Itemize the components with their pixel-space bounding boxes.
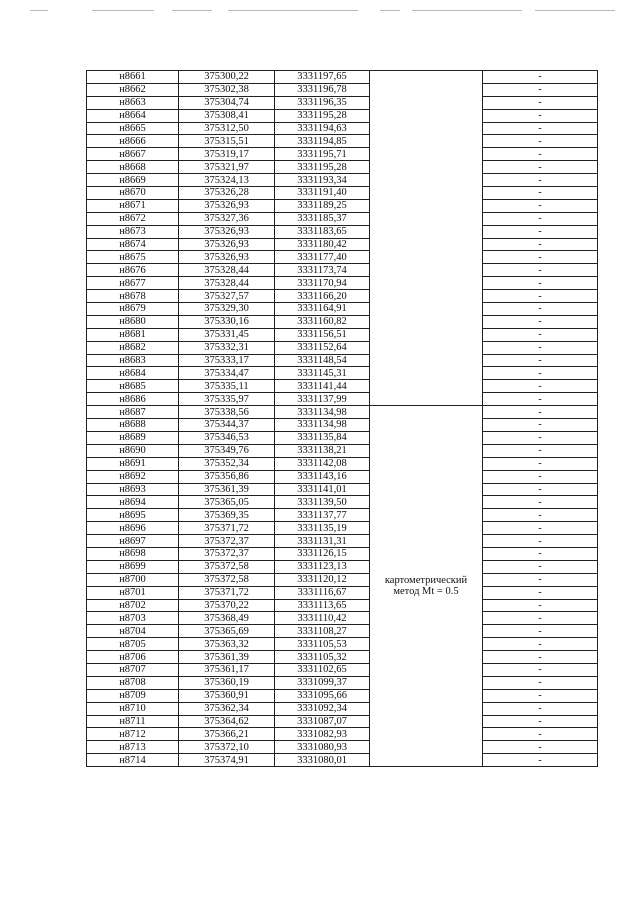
table-row <box>87 728 598 741</box>
table-row <box>87 754 598 767</box>
scan-header-line <box>380 10 400 11</box>
x-coordinate-cell: 375372,10 <box>179 741 275 754</box>
table-row <box>87 290 598 303</box>
x-coordinate-cell: 375364,62 <box>179 715 275 728</box>
x-coordinate-cell: 375361,17 <box>179 663 275 676</box>
table-row <box>87 651 598 664</box>
note-cell: - <box>483 715 598 728</box>
point-id-cell: н8707 <box>87 663 179 676</box>
y-coordinate-cell: 3331137,99 <box>275 393 370 406</box>
x-coordinate-cell: 375328,44 <box>179 277 275 290</box>
y-coordinate-cell: 3331123,13 <box>275 560 370 573</box>
y-coordinate-cell: 3331193,34 <box>275 174 370 187</box>
x-coordinate-cell: 375331,45 <box>179 328 275 341</box>
note-cell: - <box>483 290 598 303</box>
y-coordinate-cell: 3331189,25 <box>275 199 370 212</box>
table-row <box>87 470 598 483</box>
note-cell: - <box>483 161 598 174</box>
note-cell: - <box>483 238 598 251</box>
table-row <box>87 135 598 148</box>
note-cell: - <box>483 586 598 599</box>
note-cell: - <box>483 187 598 200</box>
point-id-cell: н8710 <box>87 702 179 715</box>
y-coordinate-cell: 3331141,01 <box>275 483 370 496</box>
note-cell: - <box>483 560 598 573</box>
note-cell: - <box>483 367 598 380</box>
scan-header-line <box>172 10 212 11</box>
note-cell: - <box>483 522 598 535</box>
point-id-cell: н8700 <box>87 573 179 586</box>
note-cell: - <box>483 444 598 457</box>
table-row <box>87 586 598 599</box>
x-coordinate-cell: 375329,30 <box>179 303 275 316</box>
point-id-cell: н8662 <box>87 83 179 96</box>
x-coordinate-cell: 375315,51 <box>179 135 275 148</box>
y-coordinate-cell: 3331139,50 <box>275 496 370 509</box>
note-cell: - <box>483 702 598 715</box>
table-row <box>87 406 598 419</box>
point-id-cell: н8682 <box>87 341 179 354</box>
table-row <box>87 71 598 84</box>
table-row <box>87 251 598 264</box>
note-cell: - <box>483 625 598 638</box>
scan-header-line <box>535 10 615 11</box>
scan-header-line <box>92 10 154 11</box>
table-row <box>87 83 598 96</box>
table-row <box>87 483 598 496</box>
x-coordinate-cell: 375326,93 <box>179 225 275 238</box>
x-coordinate-cell: 375326,28 <box>179 187 275 200</box>
y-coordinate-cell: 3331197,65 <box>275 71 370 84</box>
y-coordinate-cell: 3331135,84 <box>275 431 370 444</box>
note-cell: - <box>483 135 598 148</box>
note-cell: - <box>483 547 598 560</box>
x-coordinate-cell: 375328,44 <box>179 264 275 277</box>
point-id-cell: н8692 <box>87 470 179 483</box>
point-id-cell: н8665 <box>87 122 179 135</box>
table-row <box>87 328 598 341</box>
table-row <box>87 741 598 754</box>
point-id-cell: н8714 <box>87 754 179 767</box>
note-cell: - <box>483 109 598 122</box>
x-coordinate-cell: 375330,16 <box>179 315 275 328</box>
table-row <box>87 380 598 393</box>
point-id-cell: н8695 <box>87 509 179 522</box>
x-coordinate-cell: 375372,58 <box>179 560 275 573</box>
y-coordinate-cell: 3331164,91 <box>275 303 370 316</box>
note-cell: - <box>483 612 598 625</box>
point-id-cell: н8693 <box>87 483 179 496</box>
x-coordinate-cell: 375349,76 <box>179 444 275 457</box>
x-coordinate-cell: 375365,05 <box>179 496 275 509</box>
point-id-cell: н8696 <box>87 522 179 535</box>
note-cell: - <box>483 212 598 225</box>
x-coordinate-cell: 375371,72 <box>179 586 275 599</box>
point-id-cell: н8679 <box>87 303 179 316</box>
x-coordinate-cell: 375369,35 <box>179 509 275 522</box>
x-coordinate-cell: 375302,38 <box>179 83 275 96</box>
note-cell: - <box>483 393 598 406</box>
note-cell: - <box>483 315 598 328</box>
y-coordinate-cell: 3331092,34 <box>275 702 370 715</box>
note-cell: - <box>483 457 598 470</box>
table-row <box>87 496 598 509</box>
y-coordinate-cell: 3331080,93 <box>275 741 370 754</box>
point-id-cell: н8663 <box>87 96 179 109</box>
x-coordinate-cell: 375312,50 <box>179 122 275 135</box>
y-coordinate-cell: 3331134,98 <box>275 406 370 419</box>
note-cell: - <box>483 676 598 689</box>
point-id-cell: н8683 <box>87 354 179 367</box>
x-coordinate-cell: 375363,32 <box>179 638 275 651</box>
x-coordinate-cell: 375372,37 <box>179 535 275 548</box>
note-cell: - <box>483 96 598 109</box>
note-cell: - <box>483 341 598 354</box>
y-coordinate-cell: 3331138,21 <box>275 444 370 457</box>
table-row <box>87 148 598 161</box>
point-id-cell: н8694 <box>87 496 179 509</box>
table-row <box>87 689 598 702</box>
x-coordinate-cell: 375334,47 <box>179 367 275 380</box>
y-coordinate-cell: 3331183,65 <box>275 225 370 238</box>
note-cell: - <box>483 380 598 393</box>
method-cell <box>370 71 483 406</box>
note-cell: - <box>483 419 598 432</box>
y-coordinate-cell: 3331156,51 <box>275 328 370 341</box>
table-row <box>87 560 598 573</box>
y-coordinate-cell: 3331137,77 <box>275 509 370 522</box>
x-coordinate-cell: 375324,13 <box>179 174 275 187</box>
table-row <box>87 444 598 457</box>
x-coordinate-cell: 375304,74 <box>179 96 275 109</box>
table-row <box>87 431 598 444</box>
y-coordinate-cell: 3331195,28 <box>275 161 370 174</box>
table-row <box>87 109 598 122</box>
note-cell: - <box>483 651 598 664</box>
table-row <box>87 457 598 470</box>
point-id-cell: н8674 <box>87 238 179 251</box>
point-id-cell: н8670 <box>87 187 179 200</box>
note-cell: - <box>483 483 598 496</box>
y-coordinate-cell: 3331185,37 <box>275 212 370 225</box>
table-row <box>87 174 598 187</box>
note-cell: - <box>483 303 598 316</box>
note-cell: - <box>483 251 598 264</box>
y-coordinate-cell: 3331087,07 <box>275 715 370 728</box>
x-coordinate-cell: 375370,22 <box>179 599 275 612</box>
x-coordinate-cell: 375344,37 <box>179 419 275 432</box>
point-id-cell: н8708 <box>87 676 179 689</box>
x-coordinate-cell: 375326,93 <box>179 251 275 264</box>
y-coordinate-cell: 3331191,40 <box>275 187 370 200</box>
point-id-cell: н8705 <box>87 638 179 651</box>
table-row <box>87 264 598 277</box>
y-coordinate-cell: 3331166,20 <box>275 290 370 303</box>
point-id-cell: н8701 <box>87 586 179 599</box>
point-id-cell: н8666 <box>87 135 179 148</box>
table-row <box>87 367 598 380</box>
y-coordinate-cell: 3331143,16 <box>275 470 370 483</box>
x-coordinate-cell: 375371,72 <box>179 522 275 535</box>
y-coordinate-cell: 3331116,67 <box>275 586 370 599</box>
table-row <box>87 354 598 367</box>
x-coordinate-cell: 375368,49 <box>179 612 275 625</box>
x-coordinate-cell: 375327,57 <box>179 290 275 303</box>
x-coordinate-cell: 375300,22 <box>179 71 275 84</box>
y-coordinate-cell: 3331195,71 <box>275 148 370 161</box>
point-id-cell: н8713 <box>87 741 179 754</box>
x-coordinate-cell: 375361,39 <box>179 483 275 496</box>
x-coordinate-cell: 375360,19 <box>179 676 275 689</box>
point-id-cell: н8699 <box>87 560 179 573</box>
point-id-cell: н8676 <box>87 264 179 277</box>
table-row <box>87 535 598 548</box>
x-coordinate-cell: 375352,34 <box>179 457 275 470</box>
table-row <box>87 341 598 354</box>
y-coordinate-cell: 3331194,63 <box>275 122 370 135</box>
note-cell: - <box>483 328 598 341</box>
x-coordinate-cell: 375361,39 <box>179 651 275 664</box>
note-cell: - <box>483 599 598 612</box>
y-coordinate-cell: 3331170,94 <box>275 277 370 290</box>
x-coordinate-cell: 375372,37 <box>179 547 275 560</box>
x-coordinate-cell: 375356,86 <box>179 470 275 483</box>
x-coordinate-cell: 375333,17 <box>179 354 275 367</box>
x-coordinate-cell: 375321,97 <box>179 161 275 174</box>
point-id-cell: н8689 <box>87 431 179 444</box>
y-coordinate-cell: 3331108,27 <box>275 625 370 638</box>
point-id-cell: н8669 <box>87 174 179 187</box>
table-row <box>87 187 598 200</box>
point-id-cell: н8703 <box>87 612 179 625</box>
note-cell: - <box>483 277 598 290</box>
table-row <box>87 663 598 676</box>
table-row <box>87 702 598 715</box>
x-coordinate-cell: 375360,91 <box>179 689 275 702</box>
table-row <box>87 303 598 316</box>
y-coordinate-cell: 3331102,65 <box>275 663 370 676</box>
table-row <box>87 315 598 328</box>
x-coordinate-cell: 375372,58 <box>179 573 275 586</box>
y-coordinate-cell: 3331177,40 <box>275 251 370 264</box>
x-coordinate-cell: 375335,11 <box>179 380 275 393</box>
note-cell: - <box>483 496 598 509</box>
point-id-cell: н8681 <box>87 328 179 341</box>
table-row <box>87 573 598 586</box>
y-coordinate-cell: 3331095,66 <box>275 689 370 702</box>
note-cell: - <box>483 83 598 96</box>
note-cell: - <box>483 225 598 238</box>
x-coordinate-cell: 375346,53 <box>179 431 275 444</box>
coordinates-table-body <box>87 71 598 767</box>
y-coordinate-cell: 3331134,98 <box>275 419 370 432</box>
point-id-cell: н8668 <box>87 161 179 174</box>
note-cell: - <box>483 535 598 548</box>
table-row <box>87 277 598 290</box>
x-coordinate-cell: 375326,93 <box>179 199 275 212</box>
note-cell: - <box>483 663 598 676</box>
point-id-cell: н8684 <box>87 367 179 380</box>
point-id-cell: н8677 <box>87 277 179 290</box>
point-id-cell: н8688 <box>87 419 179 432</box>
table-row <box>87 676 598 689</box>
method-text-line: картометрический <box>384 575 468 587</box>
point-id-cell: н8698 <box>87 547 179 560</box>
note-cell: - <box>483 174 598 187</box>
table-row <box>87 715 598 728</box>
y-coordinate-cell: 3331110,42 <box>275 612 370 625</box>
y-coordinate-cell: 3331126,15 <box>275 547 370 560</box>
x-coordinate-cell: 375335,97 <box>179 393 275 406</box>
scan-header-line <box>228 10 358 11</box>
y-coordinate-cell: 3331173,74 <box>275 264 370 277</box>
point-id-cell: н8687 <box>87 406 179 419</box>
y-coordinate-cell: 3331105,32 <box>275 651 370 664</box>
table-row <box>87 393 598 406</box>
x-coordinate-cell: 375319,17 <box>179 148 275 161</box>
point-id-cell: н8702 <box>87 599 179 612</box>
table-row <box>87 238 598 251</box>
point-id-cell: н8709 <box>87 689 179 702</box>
x-coordinate-cell: 375366,21 <box>179 728 275 741</box>
y-coordinate-cell: 3331120,12 <box>275 573 370 586</box>
point-id-cell: н8661 <box>87 71 179 84</box>
point-id-cell: н8712 <box>87 728 179 741</box>
note-cell: - <box>483 354 598 367</box>
y-coordinate-cell: 3331080,01 <box>275 754 370 767</box>
x-coordinate-cell: 375308,41 <box>179 109 275 122</box>
note-cell: - <box>483 754 598 767</box>
point-id-cell: н8690 <box>87 444 179 457</box>
y-coordinate-cell: 3331194,85 <box>275 135 370 148</box>
table-row <box>87 161 598 174</box>
y-coordinate-cell: 3331099,37 <box>275 676 370 689</box>
point-id-cell: н8664 <box>87 109 179 122</box>
point-id-cell: н8667 <box>87 148 179 161</box>
note-cell: - <box>483 638 598 651</box>
table-row <box>87 625 598 638</box>
point-id-cell: н8706 <box>87 651 179 664</box>
note-cell: - <box>483 264 598 277</box>
y-coordinate-cell: 3331082,93 <box>275 728 370 741</box>
note-cell: - <box>483 689 598 702</box>
table-row <box>87 612 598 625</box>
x-coordinate-cell: 375327,36 <box>179 212 275 225</box>
x-coordinate-cell: 375338,56 <box>179 406 275 419</box>
table-row <box>87 419 598 432</box>
point-id-cell: н8704 <box>87 625 179 638</box>
note-cell: - <box>483 199 598 212</box>
note-cell: - <box>483 431 598 444</box>
y-coordinate-cell: 3331196,78 <box>275 83 370 96</box>
x-coordinate-cell: 375326,93 <box>179 238 275 251</box>
table-row <box>87 96 598 109</box>
note-cell: - <box>483 509 598 522</box>
table-row <box>87 122 598 135</box>
note-cell: - <box>483 122 598 135</box>
note-cell: - <box>483 728 598 741</box>
point-id-cell: н8711 <box>87 715 179 728</box>
method-cell <box>370 406 483 767</box>
y-coordinate-cell: 3331105,53 <box>275 638 370 651</box>
x-coordinate-cell: 375332,31 <box>179 341 275 354</box>
point-id-cell: н8672 <box>87 212 179 225</box>
point-id-cell: н8675 <box>87 251 179 264</box>
y-coordinate-cell: 3331142,08 <box>275 457 370 470</box>
table-row <box>87 522 598 535</box>
point-id-cell: н8671 <box>87 199 179 212</box>
table-row <box>87 509 598 522</box>
note-cell: - <box>483 573 598 586</box>
note-cell: - <box>483 470 598 483</box>
table-row <box>87 599 598 612</box>
note-cell: - <box>483 406 598 419</box>
y-coordinate-cell: 3331141,44 <box>275 380 370 393</box>
scan-header-line <box>30 10 48 11</box>
point-id-cell: н8680 <box>87 315 179 328</box>
table-row <box>87 225 598 238</box>
method-text-line: метод Mt = 0.5 <box>393 586 459 598</box>
table-row <box>87 638 598 651</box>
y-coordinate-cell: 3331152,64 <box>275 341 370 354</box>
point-id-cell: н8678 <box>87 290 179 303</box>
y-coordinate-cell: 3331145,31 <box>275 367 370 380</box>
point-id-cell: н8691 <box>87 457 179 470</box>
x-coordinate-cell: 375365,69 <box>179 625 275 638</box>
point-id-cell: н8685 <box>87 380 179 393</box>
note-cell: - <box>483 71 598 84</box>
point-id-cell: н8697 <box>87 535 179 548</box>
coordinates-table <box>86 70 598 767</box>
y-coordinate-cell: 3331113,65 <box>275 599 370 612</box>
table-row <box>87 199 598 212</box>
note-cell: - <box>483 148 598 161</box>
point-id-cell: н8673 <box>87 225 179 238</box>
y-coordinate-cell: 3331135,19 <box>275 522 370 535</box>
y-coordinate-cell: 3331131,31 <box>275 535 370 548</box>
scan-header-line <box>412 10 522 11</box>
point-id-cell: н8686 <box>87 393 179 406</box>
note-cell: - <box>483 741 598 754</box>
y-coordinate-cell: 3331196,35 <box>275 96 370 109</box>
y-coordinate-cell: 3331180,42 <box>275 238 370 251</box>
y-coordinate-cell: 3331160,82 <box>275 315 370 328</box>
table-row <box>87 212 598 225</box>
table-row <box>87 547 598 560</box>
x-coordinate-cell: 375362,34 <box>179 702 275 715</box>
x-coordinate-cell: 375374,91 <box>179 754 275 767</box>
y-coordinate-cell: 3331195,28 <box>275 109 370 122</box>
y-coordinate-cell: 3331148,54 <box>275 354 370 367</box>
